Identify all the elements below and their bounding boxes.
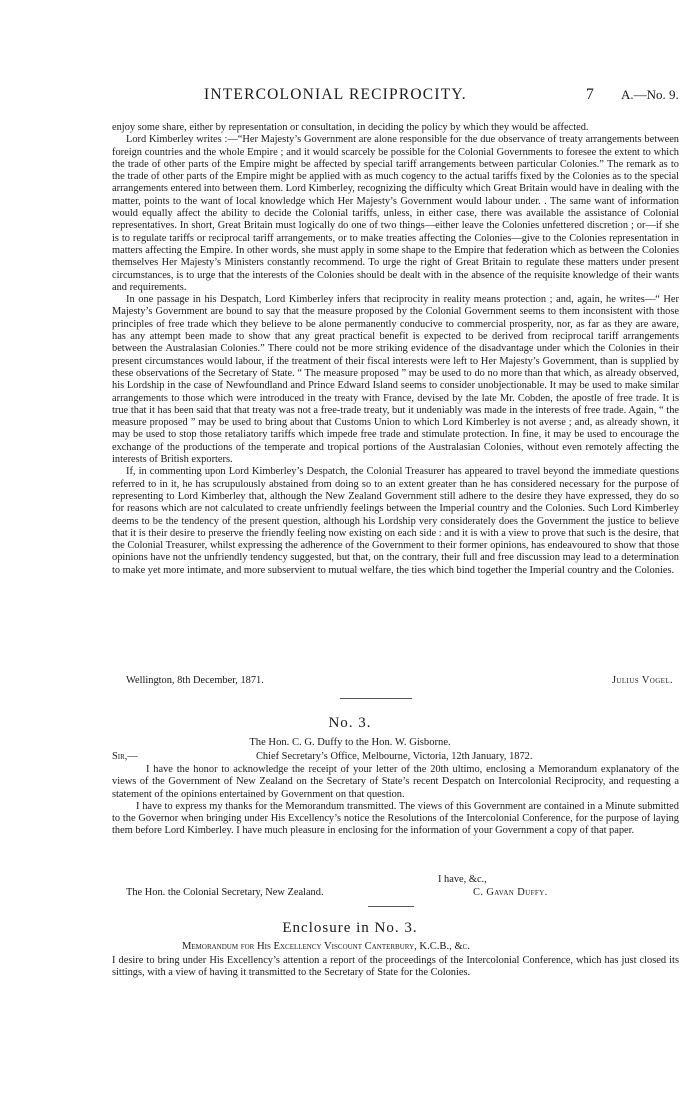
letter-paragraph: I have the honor to acknowledge the receipt of your letter of the 20th ultimo, enclosing a Memorandum explanatory of the views of the Government of New Zealand on the Secretary of State’s recent Despatch on Intercolonial Reciprocity, and requesting a statement of the opinions entertained by Government on that question.	[112, 764, 679, 800]
enclosure-subheading: Memorandum for His Excellency Viscount Canterbury, K.C.B., &c.	[181, 941, 471, 952]
memorandum-body	[112, 122, 679, 577]
letter-heading: No. 3.	[328, 715, 372, 731]
address-line: Chief Secretary’s Office, Melbourne, Victoria, 12th January, 1872.	[256, 751, 533, 762]
letter-body	[112, 764, 679, 838]
paper-reference: A.—No. 9.	[621, 87, 679, 102]
signature: Julius Vogel.	[611, 675, 673, 686]
addressee: The Hon. the Colonial Secretary, New Zealand.	[126, 887, 324, 898]
letter-paragraph: I have to express my thanks for the Memorandum transmitted. The views of this Government are contained in a Minute submitted to the Governor when bringing under His Excellency’s notice the Resolutions of the Intercolonial Conference, for the purpose of laying them before Lord Kimberley. I have much pleasure in enclosing for the information of your Government a copy of that paper.	[112, 800, 679, 837]
letter-signature: C. Gavan Duffy.	[473, 887, 548, 898]
section-divider	[340, 698, 412, 699]
enclosure-heading: Enclosure in No. 3.	[282, 920, 418, 936]
page-header	[0, 86, 700, 108]
place-date: Wellington, 8th December, 1871.	[126, 675, 264, 686]
memo-paragraph: If, in commenting upon Lord Kimberley’s Despatch, the Colonial Treasurer has appeared to travel beyond the immediate questions referred to in it, he has scrupulously abstained from doing so to an extent greater than he has considered necessary for the purpose of representing to Lord Kimberley that, although the New Zealand Government still adhere to the desire they have expressed, they do so for reasons which are not calculated to create unfriendly feelings between the Imperial country and the Colonies. Such Lord Kimberley deems to be the tendency of the present question, although his Lordship very considerately does the Government the justice to believe that it is their desire to preserve the friendly feeling now existing on each side : and it is with a view to prove that such is the desire, that the Colonial Treasurer, whilst expressing the adherence of the Government to their former opinions, has endeavoured to show that those opinions have not the unfriendly tendency suggested, but that, on the contrary, their full and free discussion may lead to a determination to make yet more intimate, and more subservient to mutual welfare, the ties which bind together the Imperial country and the Colonies.	[112, 466, 679, 576]
letter-subheading: The Hon. C. G. Duffy to the Hon. W. Gisborne.	[249, 737, 451, 748]
memo-paragraph: In one passage in his Despatch, Lord Kimberley infers that reciprocity in reality means protection ; and, again, he writes—“ Her Majesty’s Government are bound to say that the measure proposed by the Colonial Government seems to them inconsistent with those principles of free trade which they believe to be alone permanently conducive to commercial prosperity, nor, as far as they are aware, has any attempt been made to show that any great practical benefit is expected to be derived from reciprocal tariff arrangements between the Australasian Colonies.” There could not be more striking evidence of the disadvantage under which the Colonies in their present circumstances would labour, if the treatment of their fiscal interests were left to Her Majesty’s Government, than is supplied by these observations of the Secretary of State. “ The measure proposed ” may be used to do no more than that which, as already observed, his Lordship in the case of Newfoundland and Prince Edward Island seems to consider unobjectionable. It may be used to make similar arrangements to those which were introduced in the treaty with France, devised by the late Mr. Cobden, the apostle of free trade. It is true that it has been said that that treaty was not a free-trade treaty, but it undeniably was made in the interests of free trade. Again, “ the measure proposed ” may be used to bring about that Customs Union to which Lord Kimberley is not averse ; and, as already shown, it may be used to stop those retaliatory tariffs which impede free trade and stimulate protection. In fine, it may be used to encourage the exchange of the productions of the temperate and tropical portions of the Australasian Colonies, without even remotely affecting the interests of British exporters.	[112, 294, 679, 466]
memo-signoff	[112, 675, 679, 688]
memo-paragraph: enjoy some share, either by representation or consultation, in deciding the policy by which they would be affected.	[112, 122, 589, 133]
enclosure-body	[112, 955, 679, 980]
salutation: Sir,—	[112, 751, 138, 762]
enclosure-paragraph: I desire to bring under His Excellency’s attention a report of the proceedings of the Intercolonial Conference, which has just closed its sittings, with a view of having it transmitted to the Secretary of State for the Colonies.	[112, 955, 679, 979]
page-number: 7	[586, 86, 594, 103]
memo-paragraph: Lord Kimberley writes :—“Her Majesty’s Government are alone responsible for the due observance of treaty arrangements between foreign countries and the whole Empire ; and it would scarcely be possible for the Colonial Governments to foresee the extent to which the trade of other parts of the Empire might be affected by special tariff arrangements between particular Colonies.” The remark as to the trade of other parts of the Empire might be applied with as much cogency to the actual tariffs fixed by the Colonies as to the special arrangements entered into between them. Lord Kimberley, recognizing the difficulty which Great Britain would have in dealing with the matter, points to the want of local knowledge which Her Majesty’s Government would labour under. . The same want of information would equally affect the ability to decide the Colonial tariffs, unless, in either case, there was available the assistance of Colonial representatives. In short, Great Britain must logically do one of two things—either leave the Colonies unfettered discretion ; or—if she is to regulate tariffs or reciprocal tariff arrangements, or to make treaties affecting the Colonies—give to the Colonies representation in matters affecting the Empire. In other words, she must apply in some shape to the Empire that federation which as between the Colonies themselves Her Majesty’s Ministers constantly recommend. To urge the right of Great Britain to regulate these matters under present circumstances, is to urge that the interests of the Colonies should be dealt with in the absence of the requisite knowledge of their wants and requirements.	[112, 134, 679, 293]
closing: I have, &c.,	[438, 874, 487, 885]
running-title: INTERCOLONIAL RECIPROCITY.	[204, 86, 467, 103]
section-divider	[368, 906, 414, 907]
